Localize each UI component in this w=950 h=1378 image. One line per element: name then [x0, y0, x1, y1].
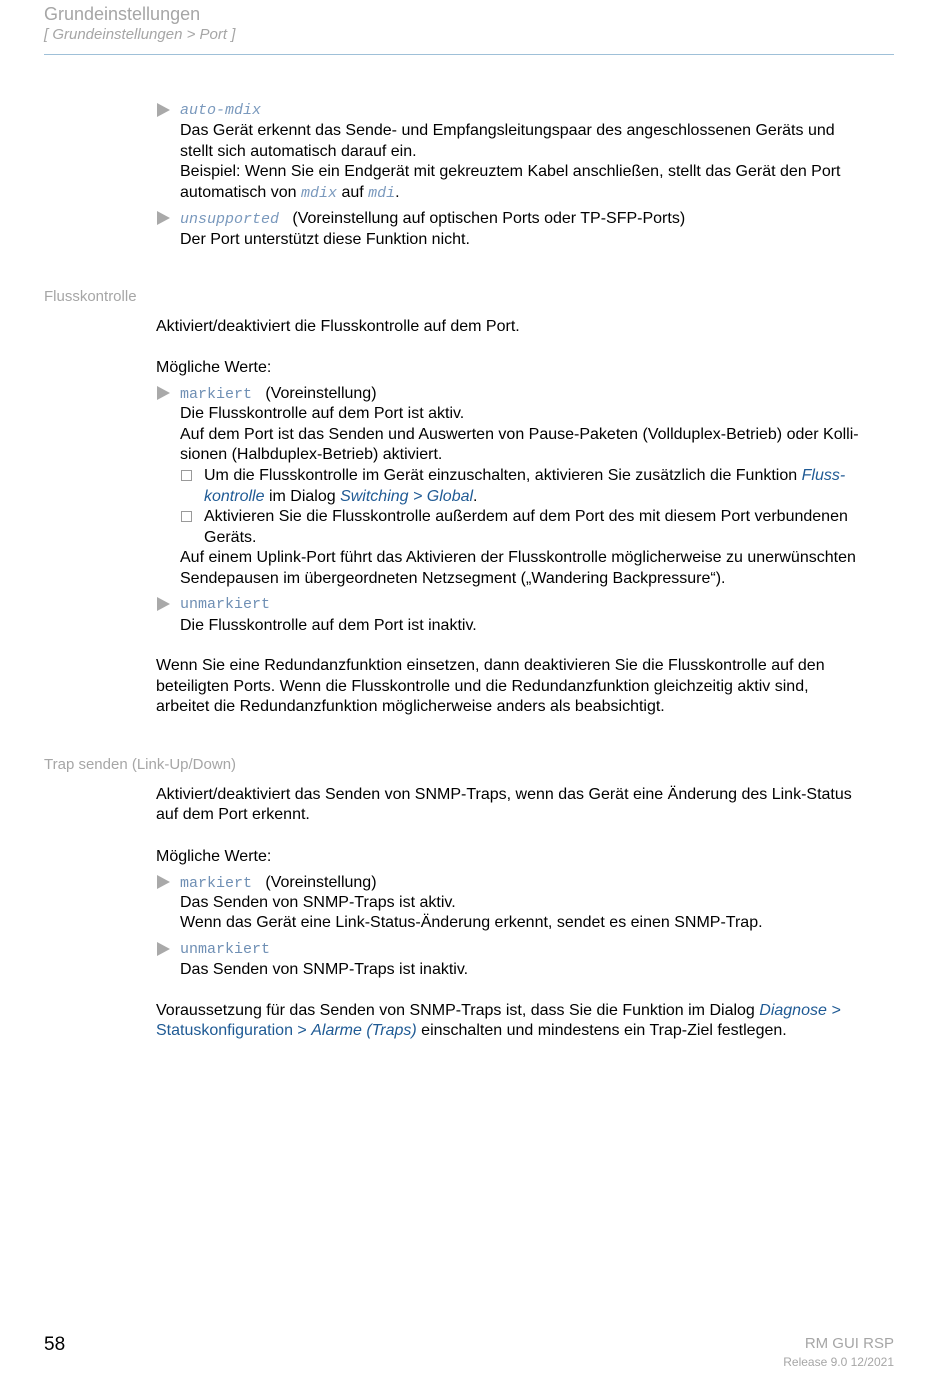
- link-alarme-traps[interactable]: Alarme (Traps): [311, 1022, 417, 1039]
- bullet-triangle-icon: [157, 211, 170, 225]
- checkbox-bullet-icon: [181, 511, 192, 522]
- trap-marked-note: (Voreinstellung): [265, 874, 377, 891]
- flow-marked-desc3: sionen (Halbduplex-Betrieb) aktiviert.: [180, 446, 443, 463]
- unsupported-note: (Voreinstellung auf optischen Ports oder TP-SFP-Ports): [292, 210, 686, 227]
- link-diagnose[interactable]: Diagnose >: [759, 1002, 841, 1019]
- auto-mdix-desc-line3: Beispiel: Wenn Sie ein Endgerät mit gekreuztem Kabel anschließen, stellt das Gerät den Port: [180, 163, 841, 180]
- flow-values-label: Mögliche Werte:: [156, 359, 272, 376]
- value-auto-mdix: auto-mdix: [180, 102, 262, 119]
- bullet-triangle-icon: [157, 942, 170, 956]
- trap-intro-line2: auf dem Port erkennt.: [156, 806, 310, 823]
- value-mdix: mdix: [300, 185, 337, 202]
- flow-intro: Aktiviert/deaktiviert die Flusskontrolle auf dem Port.: [156, 318, 520, 335]
- flow-bullet1-line1: [204, 466, 845, 486]
- checkbox-bullet-icon: [181, 470, 192, 481]
- page-title: Grundeinstellungen: [44, 4, 201, 24]
- auto-mdix-line4-mid: auf: [341, 184, 364, 201]
- breadcrumb: [ Grundeinstellungen > Port ]: [44, 26, 236, 43]
- trap-marked-desc1: Das Senden von SNMP-Traps ist aktiv.: [180, 894, 456, 911]
- footer-release: Release 9.0 12/2021: [783, 1355, 894, 1369]
- unsupported-line: [180, 209, 685, 230]
- flow-bullet2-line2: Geräts.: [204, 529, 257, 546]
- auto-mdix-desc-line2: stellt sich automatisch darauf ein.: [180, 143, 417, 160]
- section-heading-flusskontrolle: Flusskontrolle: [44, 288, 137, 305]
- flow-uplink-line1: Auf einem Uplink-Port führt das Aktivieren der Flusskontrolle möglicherweise zu unerwünschten: [180, 549, 856, 566]
- trap-values-label: Mögliche Werte:: [156, 848, 272, 865]
- flow-note-line2: beteiligten Ports. Wenn die Flusskontrolle und die Redundanzfunktion gleichzeitig aktiv sind,: [156, 678, 809, 695]
- flow-bullet1-line2: [204, 487, 478, 507]
- flow-marked-note: (Voreinstellung): [265, 385, 377, 402]
- flow-marked-line: [180, 384, 377, 405]
- flow-unmarked-desc: Die Flusskontrolle auf dem Port ist inaktiv.: [180, 617, 477, 634]
- flow-bullet1-text: Um die Flusskontrolle im Gerät einzuschalten, aktivieren Sie zusätzlich die Funktion: [204, 467, 798, 484]
- trap-req-text: Voraussetzung für das Senden von SNMP-Traps ist, dass Sie die Funktion im Dialog: [156, 1002, 755, 1019]
- auto-mdix-desc-line4: [180, 183, 400, 204]
- flow-marked-desc2: Auf dem Port ist das Senden und Auswerten von Pause-Paketen (Vollduplex-Betrieb) oder Kolli-: [180, 426, 859, 443]
- page-number: 58: [44, 1334, 66, 1355]
- trap-intro-line1: Aktiviert/deaktiviert das Senden von SNMP-Traps, wenn das Gerät eine Änderung des Link-Status: [156, 786, 852, 803]
- flow-bullet2-line1: Aktivieren Sie die Flusskontrolle außerdem auf dem Port des mit diesem Port verbundenen: [204, 508, 848, 525]
- trap-req-end: einschalten und mindestens ein Trap-Ziel festlegen.: [421, 1022, 787, 1039]
- auto-mdix-line4-end: .: [395, 184, 400, 201]
- value-markiert: markiert: [180, 875, 253, 892]
- flow-bullet1-mid: im Dialog: [268, 488, 336, 505]
- trap-marked-desc2: Wenn das Gerät eine Link-Status-Änderung erkennt, sendet es einen SNMP-Trap.: [180, 914, 763, 931]
- trap-requirement-line2: [156, 1021, 787, 1041]
- trap-unmarked-desc: Das Senden von SNMP-Traps ist inaktiv.: [180, 961, 469, 978]
- value-unmarkiert: unmarkiert: [180, 596, 271, 613]
- flow-note-line3: arbeitet die Redundanzfunktion möglicherweise anders als beabsichtigt.: [156, 698, 665, 715]
- page-header: [44, 3, 894, 45]
- unsupported-desc: Der Port unterstützt diese Funktion nicht.: [180, 231, 470, 248]
- value-unmarkiert: unmarkiert: [180, 941, 271, 958]
- flow-uplink-line2: Sendepausen im übergeordneten Netzsegment („Wandering Backpressure“).: [180, 570, 726, 587]
- header-divider: [44, 54, 894, 55]
- link-switching-global[interactable]: Switching > Global: [340, 488, 474, 505]
- link-statuskonfiguration[interactable]: Statuskonfiguration >: [156, 1022, 307, 1039]
- flow-bullet1-end: .: [473, 488, 478, 505]
- bullet-triangle-icon: [157, 386, 170, 400]
- bullet-triangle-icon: [157, 103, 170, 117]
- link-flusskontrolle-cont[interactable]: kontrolle: [204, 488, 265, 505]
- bullet-triangle-icon: [157, 875, 170, 889]
- flow-note-line1: Wenn Sie eine Redundanzfunktion einsetzen, dann deaktivieren Sie die Flusskontrolle auf den: [156, 657, 825, 674]
- flow-marked-desc1: Die Flusskontrolle auf dem Port ist aktiv.: [180, 405, 465, 422]
- bullet-triangle-icon: [157, 597, 170, 611]
- value-mdi: mdi: [368, 185, 396, 202]
- value-unsupported: unsupported: [180, 211, 280, 228]
- auto-mdix-desc-line1: Das Gerät erkennt das Sende- und Empfangsleitungspaar des angeschlossenen Geräts und: [180, 122, 835, 139]
- value-markiert: markiert: [180, 386, 253, 403]
- trap-requirement-line1: [156, 1001, 841, 1021]
- footer-doc-name: RM GUI RSP: [804, 1335, 894, 1352]
- trap-marked-line: [180, 873, 377, 894]
- link-flusskontrolle[interactable]: Fluss-: [801, 467, 846, 484]
- section-heading-trap-senden: Trap senden (Link-Up/Down): [44, 756, 237, 773]
- auto-mdix-line4-pre: automatisch von: [180, 184, 297, 201]
